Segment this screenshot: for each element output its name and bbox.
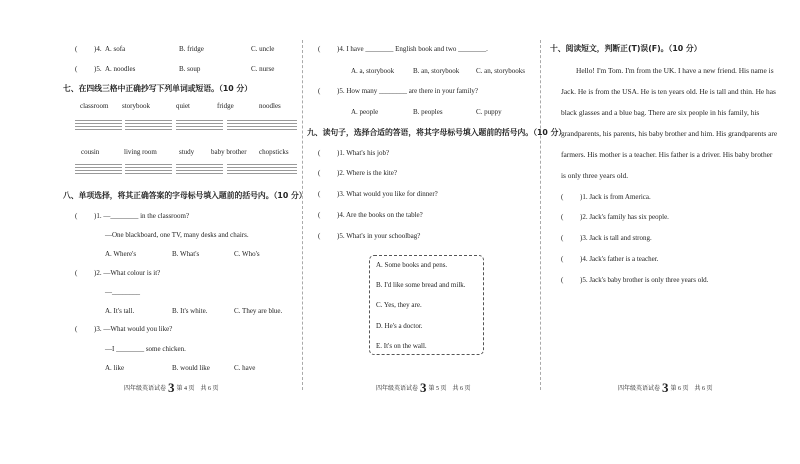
answer-paren[interactable]: ( (561, 193, 564, 201)
footer-label: 四年级英语试卷 (618, 386, 661, 392)
judgement-statement: )3. Jack is tall and strong. (580, 234, 652, 242)
answer-paren[interactable]: ( (318, 149, 321, 157)
section-9-title: 九、读句子，选择合适的答语，将其字母标号填入题前的括号内。（10 分） (307, 128, 567, 137)
answer-paren[interactable]: ( (561, 213, 564, 221)
question-stem: )2. —What colour is it? (94, 269, 161, 277)
judgement-statement: )4. Jack's father is a teacher. (580, 255, 659, 263)
answer-option: B. I'd like some bread and milk. (376, 281, 466, 289)
option-c: C. puppy (476, 108, 502, 116)
question-stem: )5. How many ________ are there in your family? (337, 87, 478, 95)
footer-number: 3 (168, 380, 175, 395)
answer-option: C. Yes, they are. (376, 301, 422, 309)
answer-paren[interactable]: ( (318, 87, 321, 95)
match-question: )3. What would you like for dinner? (337, 190, 438, 198)
answer-paren[interactable]: ( (75, 325, 78, 333)
question-reply: —I ________ some chicken. (105, 345, 186, 353)
copy-word: study (179, 148, 195, 156)
footer-page: 第 5 页 共 6 页 (428, 386, 471, 392)
section-7-title: 七、在四线三格中正确抄写下列单词或短语。（10 分） (63, 84, 252, 93)
option-b: B. an, storybook (413, 67, 460, 75)
question-number: )5. (94, 65, 102, 73)
option-c: C. have (234, 364, 256, 372)
copy-word: noodles (259, 102, 281, 110)
match-question: )1. What's his job? (337, 149, 390, 157)
section-8-title: 八、单项选择，将其正确答案的字母标号填入题前的括号内。（10 分） (63, 191, 307, 200)
writing-lines[interactable] (176, 164, 223, 176)
passage-line: grandparents, his parents, his baby brother and him. His grandparents are (561, 129, 778, 138)
answer-paren[interactable]: ( (561, 234, 564, 242)
passage-line: black glasses and a blue bag. There are six people in his family, his (561, 108, 760, 117)
answer-paren[interactable]: ( (318, 232, 321, 240)
answer-paren[interactable]: ( (561, 255, 564, 263)
copy-word: fridge (217, 102, 234, 110)
copy-word: baby brother (211, 148, 247, 156)
question-stem: )1. —________ in the classroom? (94, 212, 190, 220)
writing-lines[interactable] (125, 120, 172, 132)
section-10-title: 十、阅读短文，判断正(T)误(F)。（10 分） (550, 44, 702, 53)
option-c: C. They are blue. (234, 307, 283, 315)
footer-label: 四年级英语试卷 (124, 386, 167, 392)
answer-paren[interactable]: ( (318, 211, 321, 219)
passage-line: Hello! I'm Tom. I'm from the UK. I have a new friend. His name is (576, 66, 774, 75)
match-question: )5. What's in your schoolbag? (337, 232, 421, 240)
answer-option: E. It's on the wall. (376, 342, 427, 350)
passage-line: farmers. His mother is a teacher. His father is a driver. His baby brother (561, 150, 773, 159)
column-divider-2 (540, 40, 541, 390)
option-b: B. It's white. (172, 307, 208, 315)
answer-option: D. He's a doctor. (376, 322, 423, 330)
writing-lines[interactable] (273, 164, 297, 176)
question-reply: —One blackboard, one TV, many desks and chairs. (105, 231, 249, 239)
footer-number: 3 (420, 380, 427, 395)
option-a: A. noodles (105, 65, 136, 73)
copy-word: quiet (176, 102, 190, 110)
match-question: )2. Where is the kite? (337, 169, 397, 177)
answer-paren[interactable]: ( (75, 212, 78, 220)
answer-paren[interactable]: ( (561, 276, 564, 284)
copy-word: storybook (122, 102, 150, 110)
match-question: )4. Are the books on the table? (337, 211, 423, 219)
answer-paren[interactable]: ( (318, 169, 321, 177)
copy-word: living room (124, 148, 157, 156)
option-c: C. nurse (251, 65, 275, 73)
option-b: B. soup (179, 65, 201, 73)
footer-page: 第 6 页 共 6 页 (670, 386, 713, 392)
passage-line: is only three years old. (561, 171, 629, 180)
writing-lines[interactable] (125, 164, 172, 176)
option-a: A. like (105, 364, 125, 372)
column-divider-1 (302, 40, 303, 390)
option-b: B. fridge (179, 45, 204, 53)
footer-label: 四年级英语试卷 (376, 386, 419, 392)
copy-word: classroom (80, 102, 109, 110)
question-number: )4. (94, 45, 102, 53)
page-footer (618, 380, 713, 395)
option-a: A. Where's (105, 250, 137, 258)
option-a: A. people (351, 108, 379, 116)
answer-option: A. Some books and pens. (376, 261, 448, 269)
question-stem: )3. —What would you like? (94, 325, 173, 333)
answer-paren[interactable]: ( (318, 45, 321, 53)
option-b: B. What's (172, 250, 200, 258)
question-reply: —________ (105, 288, 140, 296)
footer-number: 3 (662, 380, 669, 395)
option-b: B. would like (172, 364, 210, 372)
copy-word: cousin (81, 148, 100, 156)
answer-paren[interactable]: ( (75, 65, 78, 73)
option-c: C. uncle (251, 45, 275, 53)
writing-lines[interactable] (75, 164, 122, 176)
page-footer (376, 380, 471, 395)
footer-page: 第 4 页 共 6 页 (176, 386, 219, 392)
judgement-statement: )5. Jack's baby brother is only three years old. (580, 276, 709, 284)
option-a: A. sofa (105, 45, 126, 53)
answer-paren[interactable]: ( (318, 190, 321, 198)
option-a: A. a, storybook (351, 67, 395, 75)
question-stem: )4. I have ________ English book and two ________. (337, 45, 488, 53)
answer-paren[interactable]: ( (75, 45, 78, 53)
judgement-statement: )2. Jack's family has six people. (580, 213, 669, 221)
judgement-statement: )1. Jack is from America. (580, 193, 651, 201)
answer-paren[interactable]: ( (75, 269, 78, 277)
copy-word: chopsticks (259, 148, 289, 156)
writing-lines[interactable] (176, 120, 223, 132)
writing-lines[interactable] (227, 120, 274, 132)
passage-line: Jack. He is from the USA. He is ten years old. He is tall and thin. He has (561, 87, 776, 96)
writing-lines[interactable] (273, 120, 297, 132)
option-b: B. peoples (413, 108, 443, 116)
page-footer (124, 380, 219, 395)
writing-lines[interactable] (75, 120, 122, 132)
option-a: A. It's tall. (105, 307, 135, 315)
option-c: C. Who's (234, 250, 260, 258)
option-c: C. an, storybooks (476, 67, 525, 75)
writing-lines[interactable] (227, 164, 274, 176)
